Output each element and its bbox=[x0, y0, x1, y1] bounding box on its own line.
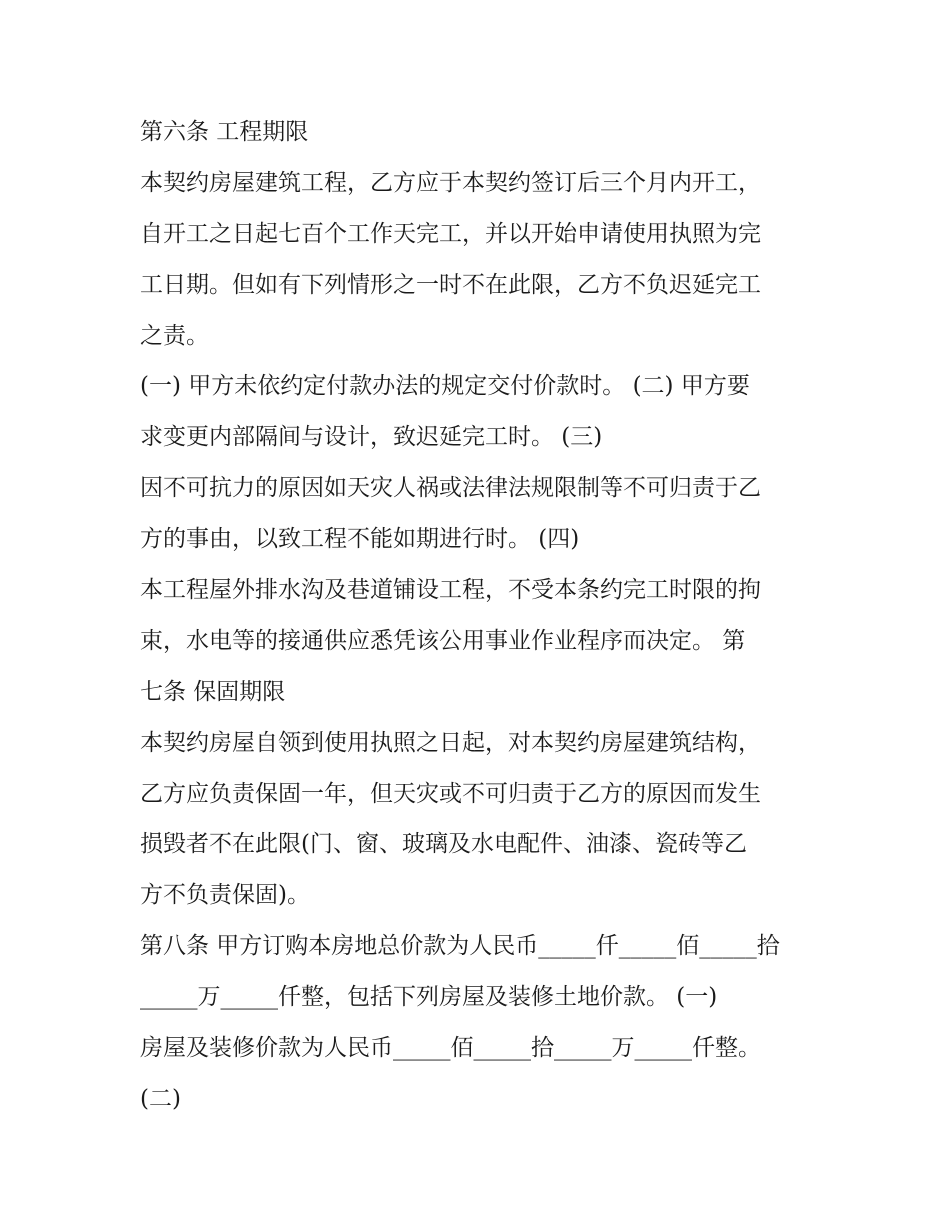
paragraph-line: 乙方应负责保固一年，但天灾或不可归责于乙方的原因而发生 bbox=[140, 780, 761, 807]
paragraph-line: 求变更内部隔间与设计，致迟延完工时。 (三) bbox=[140, 424, 603, 451]
paragraph-line: 工日期。但如有下列情形之一时不在此限，乙方不负迟延完工 bbox=[140, 271, 761, 298]
paragraph-line: 本契约房屋建筑工程，乙方应于本契约签订后三个月内开工， bbox=[140, 169, 761, 196]
paragraph-line: 方的事由，以致工程不能如期进行时。 (四) bbox=[140, 526, 580, 553]
paragraph-line: 自开工之日起七百个工作天完工，并以开始申请使用执照为完 bbox=[140, 220, 761, 247]
paragraph-line: 束，水电等的接通供应悉凭该公用事业作业程序而决定。 第 bbox=[140, 627, 746, 654]
heading-article-8: 第八条 甲方订购本房地总价款为人民币_____仟_____佰_____拾 bbox=[140, 933, 780, 960]
paragraph-line: (二) bbox=[140, 1085, 181, 1112]
paragraph-line: 损毁者不在此限(门、窗、玻璃及水电配件、油漆、瓷砖等乙 bbox=[140, 831, 747, 858]
paragraph-line: 因不可抗力的原因如天灾人祸或法律法规限制等不可归责于乙 bbox=[140, 475, 761, 502]
contract-text bbox=[140, 107, 820, 1125]
paragraph-line: 方不负责保固)。 bbox=[140, 882, 310, 909]
paragraph-line: 之责。 bbox=[140, 322, 209, 349]
paragraph-line: 本契约房屋自领到使用执照之日起，对本契约房屋建筑结构， bbox=[140, 729, 761, 756]
paragraph-line: _____万_____仟整，包括下列房屋及装修土地价款。 (一) bbox=[140, 984, 718, 1011]
paragraph-line: (一) 甲方未依约定付款办法的规定交付价款时。 (二) 甲方要 bbox=[140, 373, 750, 400]
heading-article-6: 第六条 工程期限 bbox=[140, 119, 309, 145]
paragraph-line: 房屋及装修价款为人民币_____佰_____拾_____万_____仟整。 bbox=[140, 1035, 761, 1062]
paragraph-line: 本工程屋外排水沟及巷道铺设工程，不受本条约完工时限的拘 bbox=[140, 577, 761, 604]
heading-article-7: 七条 保固期限 bbox=[140, 678, 286, 705]
